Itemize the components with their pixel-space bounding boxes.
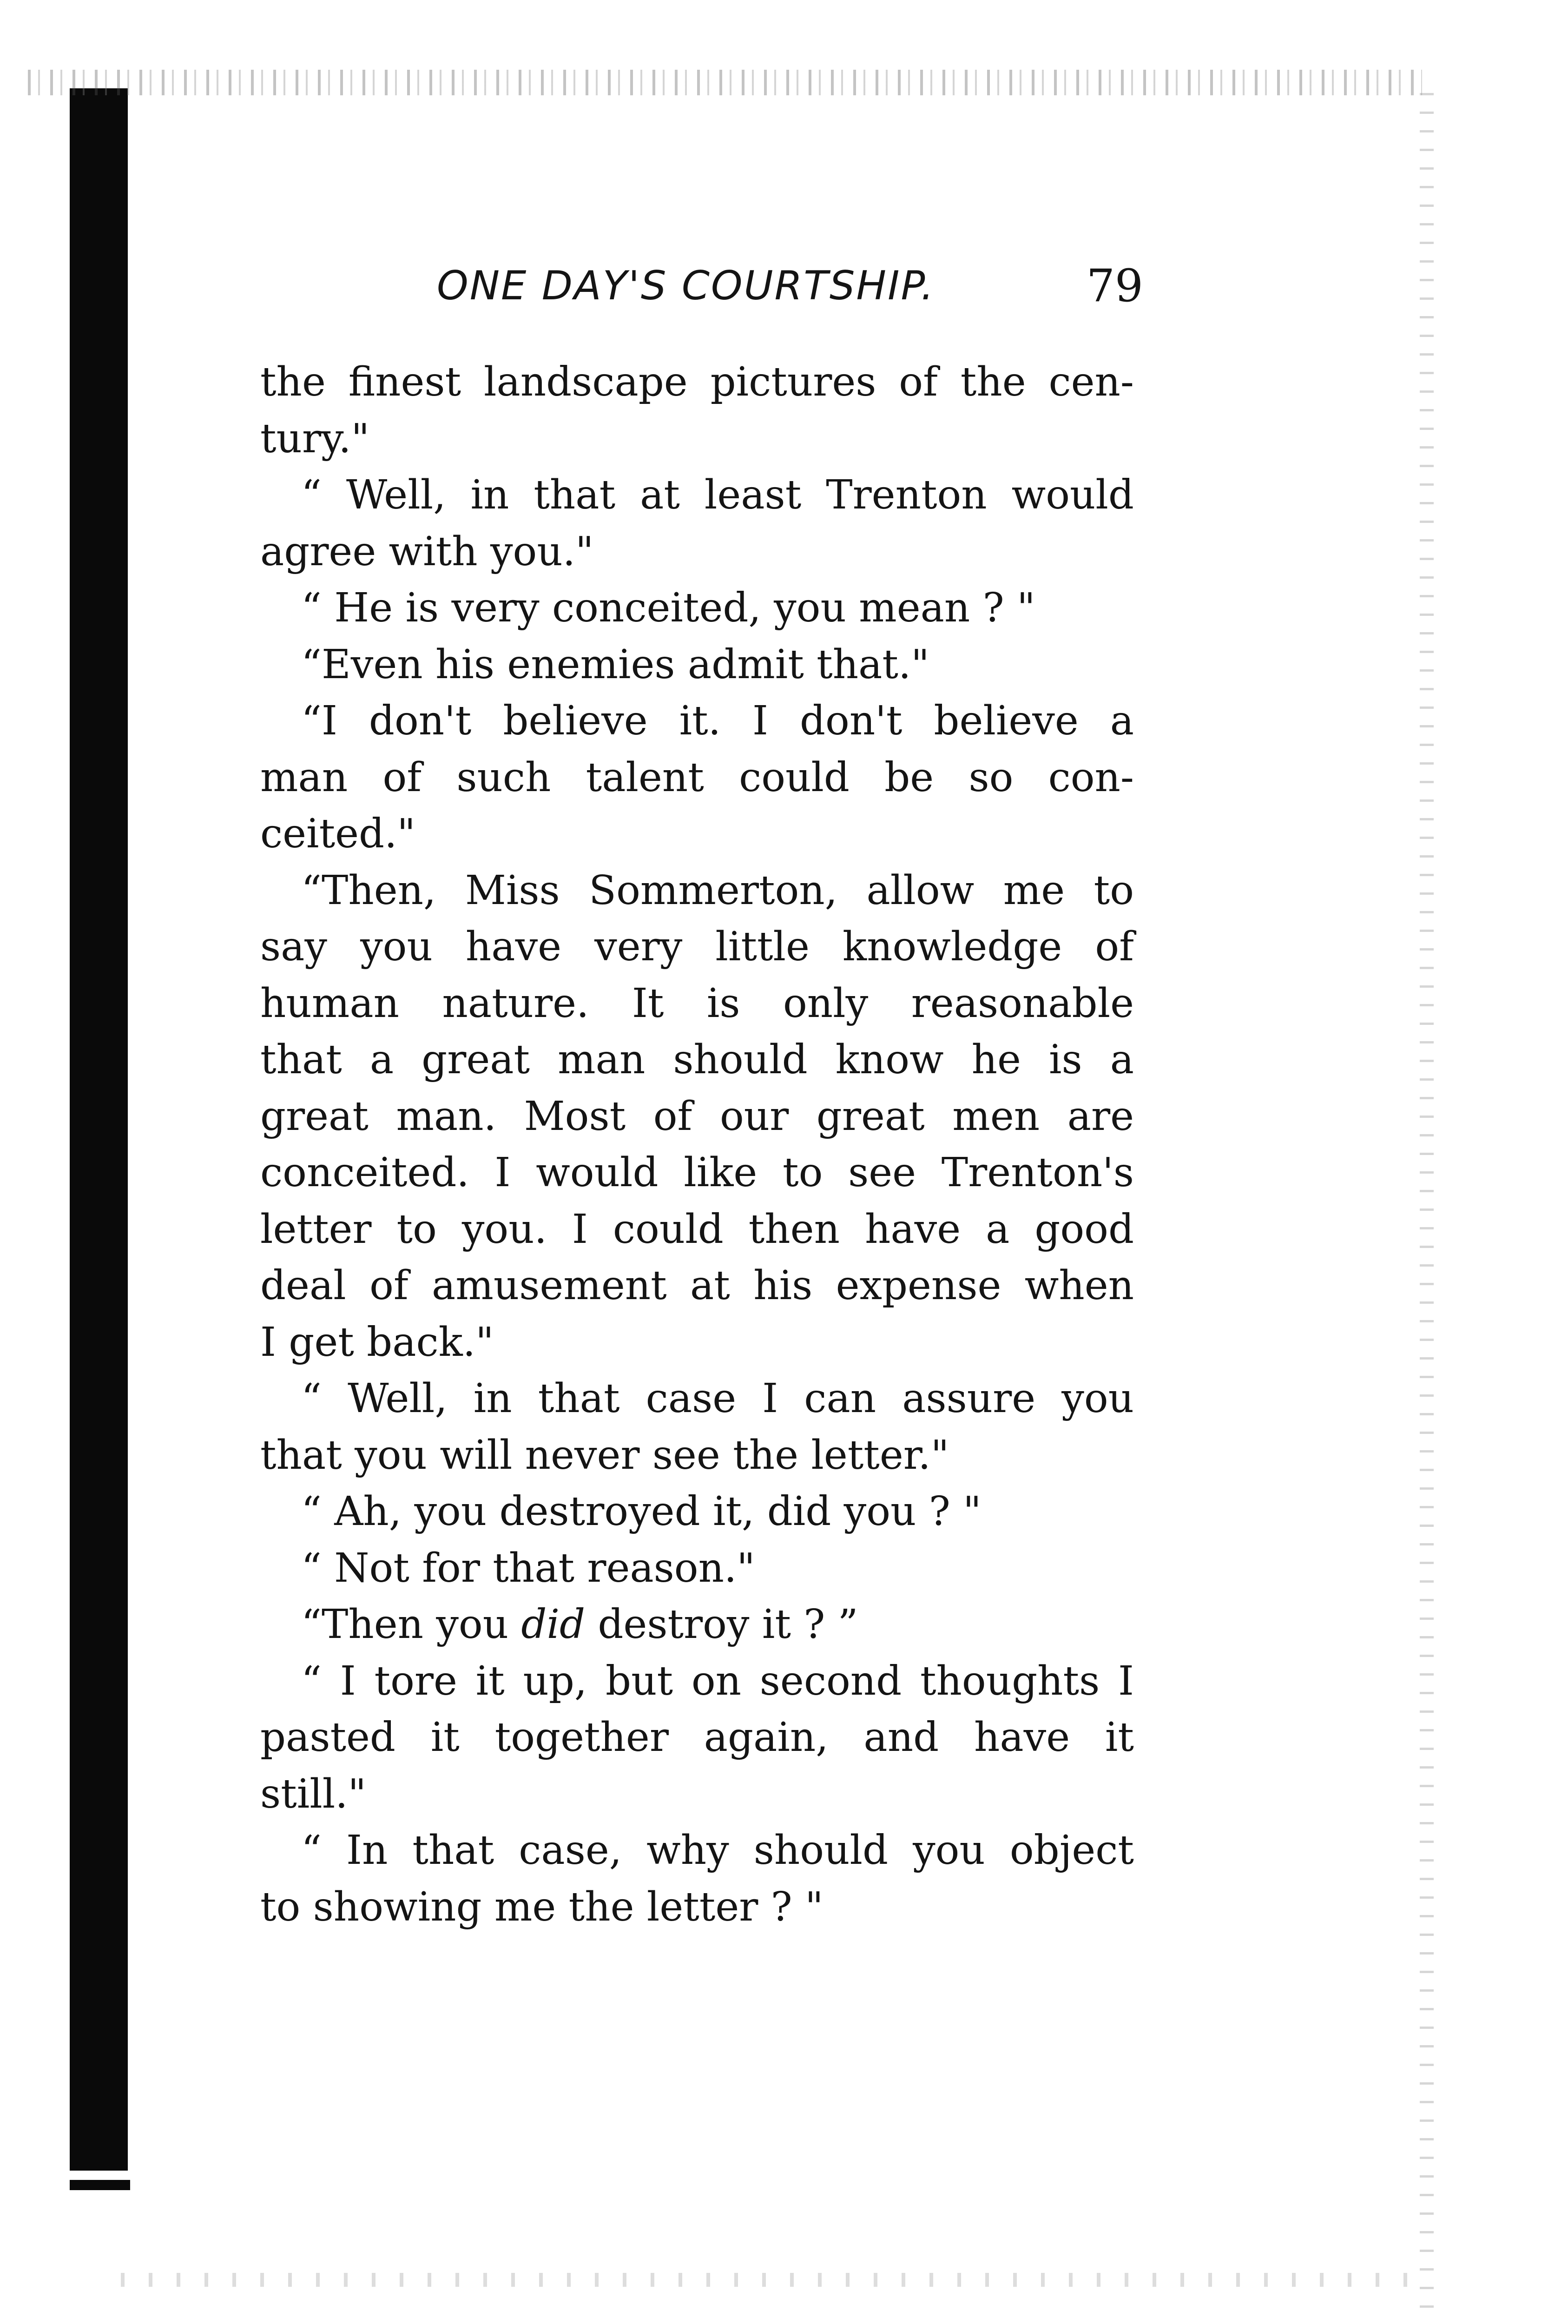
text-line: deal of amusement at his expense when bbox=[260, 1262, 1134, 1309]
scan-binding-mark bbox=[70, 2180, 130, 2190]
page-number: 79 bbox=[1086, 260, 1143, 312]
text-line: the finest landscape pictures of the cen- bbox=[260, 359, 1134, 405]
line-part: destroy it ? ” bbox=[585, 1601, 858, 1648]
text-line: that a great man should know he is a bbox=[260, 1037, 1134, 1083]
scan-bottom-edge-noise bbox=[121, 2273, 1422, 2287]
text-line: letter to you. I could then have a good bbox=[260, 1206, 1134, 1253]
text-line: ceited." bbox=[260, 811, 415, 857]
text-line: “ In that case, why should you object bbox=[301, 1827, 1134, 1874]
text-line: human nature. It is only reasonable bbox=[260, 980, 1134, 1027]
body-text bbox=[260, 354, 1134, 1935]
text-line: I get back." bbox=[260, 1319, 494, 1366]
emphasized-word: did bbox=[521, 1601, 586, 1648]
scan-right-edge-noise bbox=[1420, 93, 1434, 2310]
text-line: “ Ah, you destroyed it, did you ? " bbox=[301, 1488, 982, 1535]
text-line: “Even his enemies admit that." bbox=[301, 641, 929, 688]
text-line: “ Not for that reason." bbox=[301, 1545, 755, 1591]
running-title: ONE DAY'S COURTSHIP. bbox=[437, 263, 935, 309]
text-line: that you will never see the letter." bbox=[260, 1432, 949, 1479]
text-line: to showing me the letter ? " bbox=[260, 1883, 824, 1930]
text-line: agree with you." bbox=[260, 528, 594, 575]
text-line: “ Well, in that at least Trenton would bbox=[301, 472, 1134, 518]
text-line: conceited. I would like to see Trenton's bbox=[260, 1149, 1134, 1196]
text-line: “ He is very conceited, you mean ? " bbox=[301, 585, 1035, 631]
text-line emphasized-line bbox=[260, 1597, 1134, 1653]
text-line: “Then, Miss Sommerton, allow me to bbox=[301, 867, 1134, 914]
text-line: “I don't believe it. I don't believe a bbox=[301, 698, 1134, 744]
text-line: “ Well, in that case I can assure you bbox=[301, 1375, 1134, 1422]
text-line: “ I tore it up, but on second thoughts I bbox=[301, 1657, 1134, 1704]
text-line: man of such talent could be so con- bbox=[260, 754, 1134, 801]
text-line: great man. Most of our great men are bbox=[260, 1093, 1134, 1140]
running-header bbox=[260, 253, 1143, 318]
scan-top-edge-noise bbox=[28, 70, 1422, 95]
text-line: say you have very little knowledge of bbox=[260, 924, 1134, 970]
text-line: tury." bbox=[260, 415, 370, 462]
text-line: still." bbox=[260, 1770, 367, 1817]
scan-binding-shadow bbox=[70, 88, 128, 2171]
text-line: pasted it together again, and have it bbox=[260, 1714, 1134, 1761]
line-part: “Then you bbox=[301, 1601, 521, 1648]
